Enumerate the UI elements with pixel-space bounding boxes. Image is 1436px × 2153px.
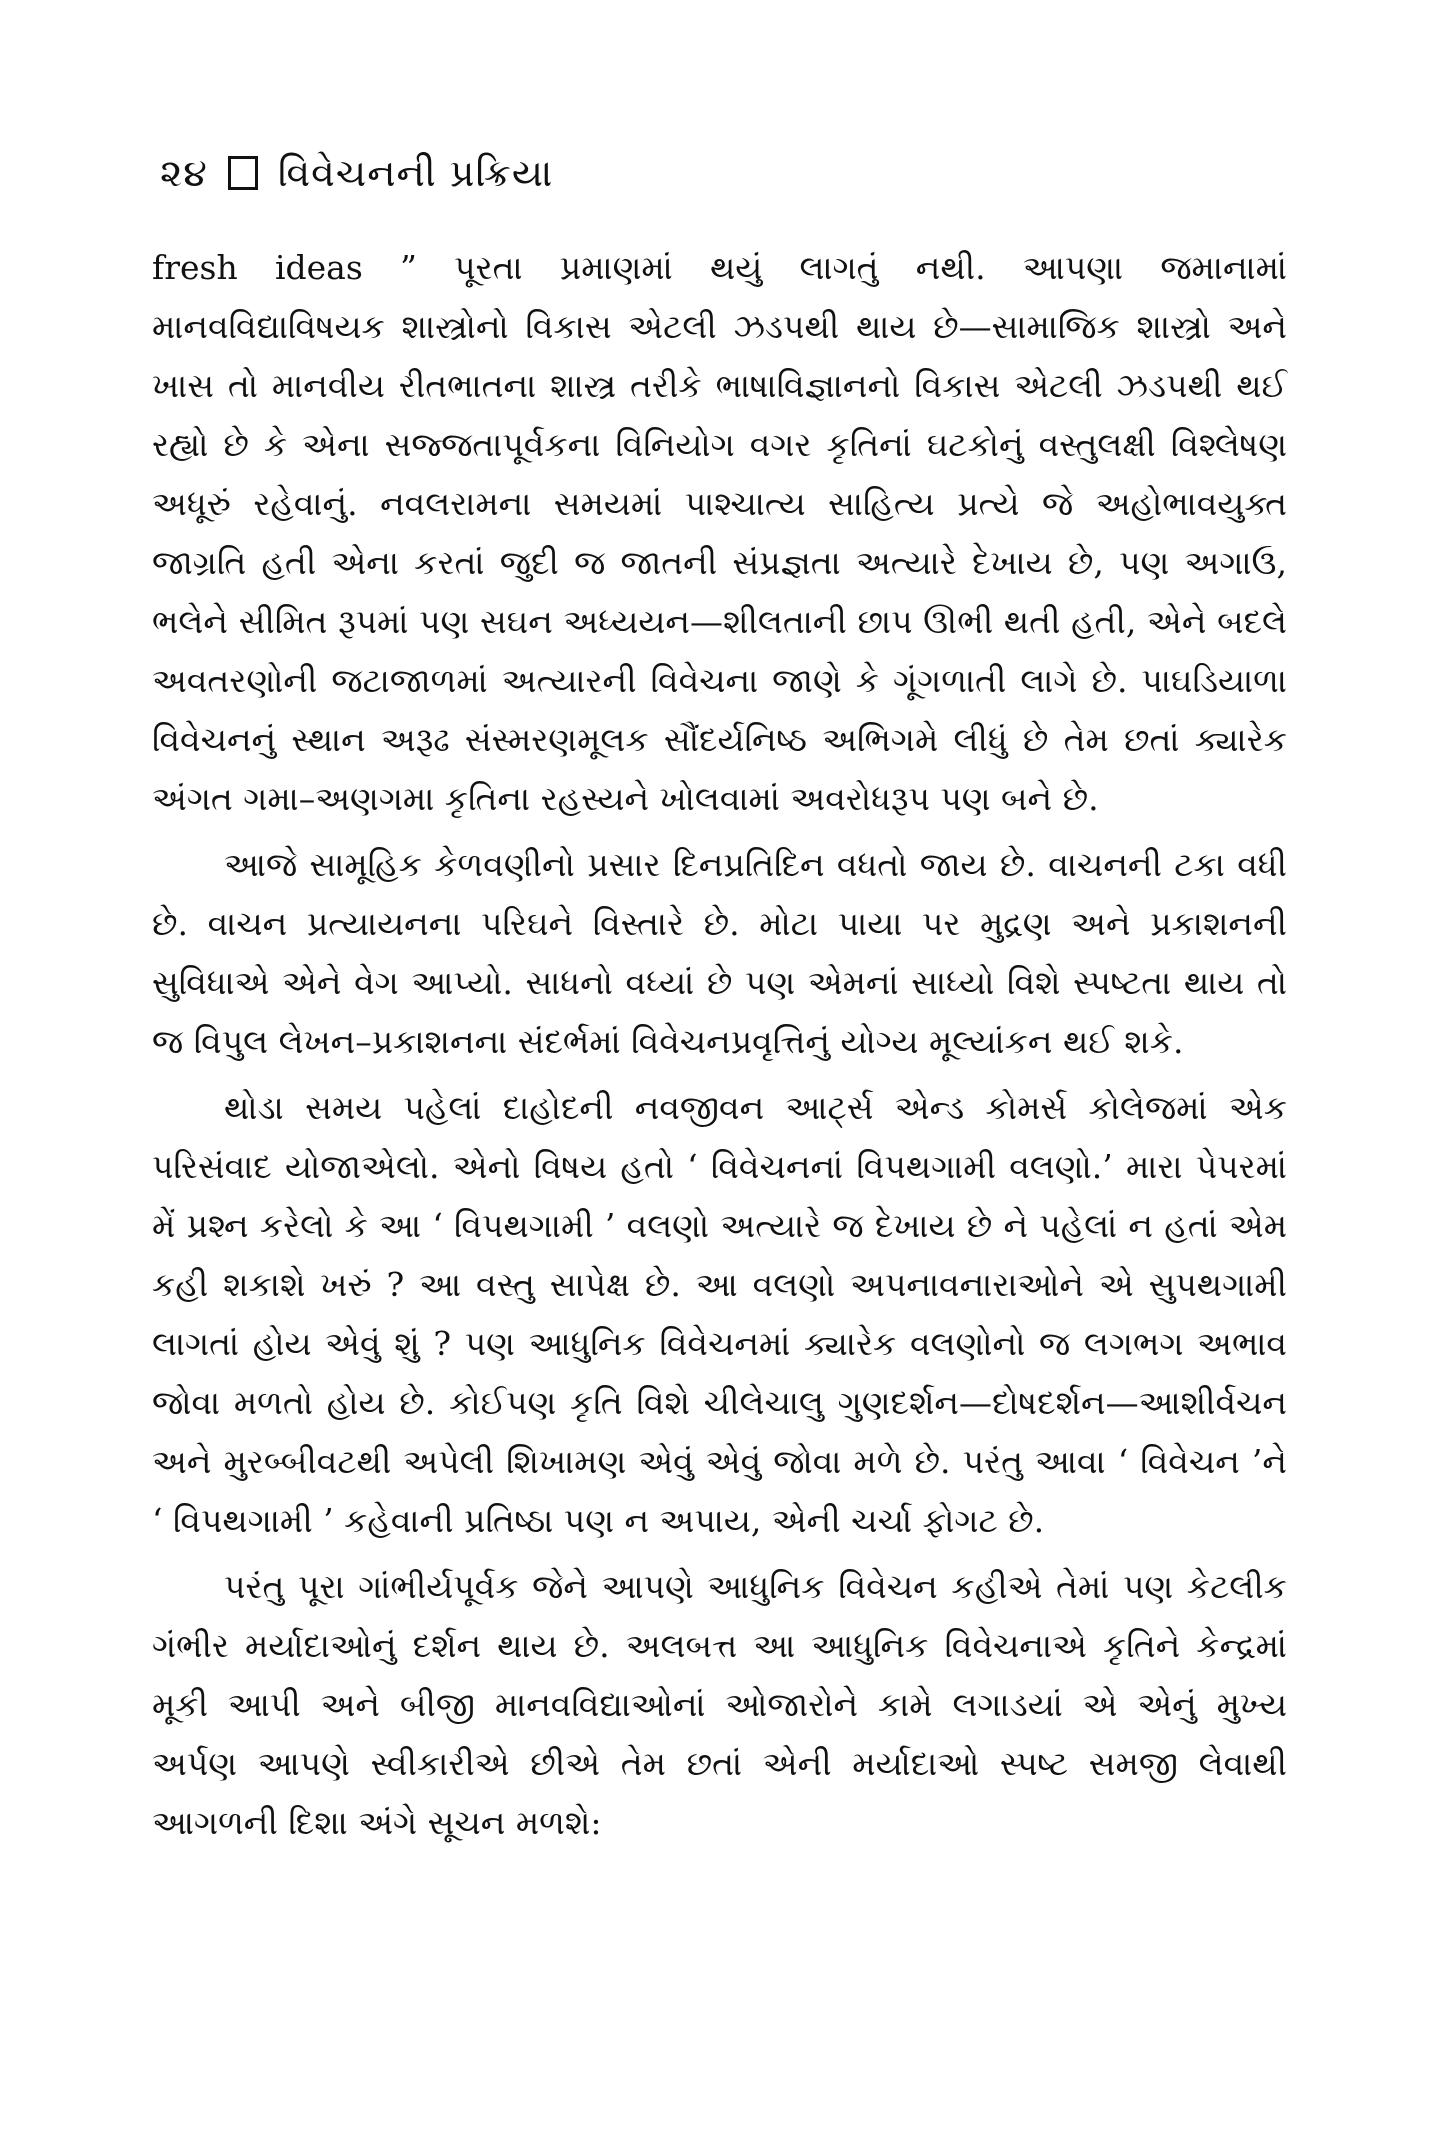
box-ornament-icon bbox=[228, 156, 258, 190]
paragraph-3: થોડા સમય પહેલાં દાહોદની નવજીવન આર્ટ્સ એન્ડ કોમર્સ કોલેજમાં એક પરિસંવાદ યોજાએલો. એનો વિષય હતો ‘ વિવેચનનાં વિપથગામી વલણો.’ મારા પેપરમાં મેં પ્રશ્ન કરેલો કે આ ‘ વિપથગામી ’ વલણો અત્યારે જ દેખાય છે ને પહેલાં ન હતાં એમ કહી શકાશે ખરું ? આ વસ્તુ સાપેક્ષ છે. આ વલણો અપનાવનારાઓને એ સુપથગામી લાગતાં હોય એવું શું ? પણ આધુનિક વિવેચનમાં ક્યારેક વલણોનો જ લગભગ અભાવ જોવા મળતો હોય છે. કોઈપણ કૃતિ વિશે ચીલેચાલુ ગુણદર્શન—દોષદર્શન—આશીર્વચન અને મુરબ્બીવટથી અપેલી શિખામણ એવું એવું જોવા મળે છે. પરંતુ આવા ‘ વિવેચન ’ને ‘ વિપથગામી ’ કહેવાની પ્રતિષ્ઠા પણ ન અપાય, એની ચર્ચા ફોગટ છે. bbox=[152, 1088, 1287, 1540]
body-text bbox=[152, 238, 1287, 1852]
running-head bbox=[160, 148, 553, 198]
paragraph-4: પરંતુ પૂરા ગાંભીર્યપૂર્વક જેને આપણે આધુનિક વિવેચન કહીએ તેમાં પણ કેટલીક ગંભીર મર્યાદાઓનું દર્શન થાય છે. અલબત્ત આ આધુનિક વિવેચનાએ કૃતિને કેન્દ્રમાં મૂકી આપી અને બીજી માનવવિદ્યાઓનાં ઓજારોને કામે લગાડયાં એ એનું મુખ્ય અર્પણ આપણે સ્વીકારીએ છીએ તેમ છતાં એની મર્યાદાઓ સ્પષ્ટ સમજી લેવાથી આગળની દિશા અંગે સૂચન મળશે: bbox=[152, 1567, 1287, 1842]
paragraph-1: fresh ideas ” પૂરતા પ્રમાણમાં થયું લાગતું નથી. આપણા જમાનામાં માનવવિદ્યાવિષયક શાસ્ત્રોનો વિકાસ એટલી ઝડપથી થાય છે—સામાજિક શાસ્ત્રો અને ખાસ તો માનવીય રીતભાતના શાસ્ત્ર તરીકે ભાષાવિજ્ઞાનનો વિકાસ એટલી ઝડપથી થઈ રહ્યો છે કે એના સજ્જતાપૂર્વકના વિનિયોગ વગર કૃતિનાં ઘટકોનું વસ્તુલક્ષી વિશ્લેષણ અધૂરું રહેવાનું. નવલરામના સમયમાં પાશ્ચાત્ય સાહિત્ય પ્રત્યે જે અહોભાવયુક્ત જાગ્રતિ હતી એના કરતાં જુદી જ જાતની સંપ્રજ્ઞતા અત્યારે દેખાય છે, પણ અગાઉ, ભલેને સીમિત રૂપમાં પણ સઘન અધ્યયન—શીલતાની છાપ ઊભી થતી હતી, એને બદલે અવતરણોની જટાજાળમાં અત્યારની વિવેચના જાણે કે ગૂંગળાતી લાગે છે. પાઘડિયાળા વિવેચનનું સ્થાન અરૂઢ સંસ્મરણમૂલક સૌંદર્યનિષ્ઠ અભિગમે લીધું છે તેમ છતાં ક્યારેક અંગત ગમા–અણગમા કૃતિના રહસ્યને ખોલવામાં અવરોધરૂપ પણ બને છે. bbox=[152, 248, 1287, 818]
page-number: ૨૪ bbox=[160, 151, 208, 195]
running-title: વિવેચનની પ્રક્રિયા bbox=[277, 151, 554, 195]
paragraph-2: આજે સામૂહિક કેળવણીનો પ્રસાર દિનપ્રતિદિન વધતો જાય છે. વાચનની ટકા વધી છે. વાચન પ્રત્યાયનના પરિઘને વિસ્તારે છે. મોટા પાયા પર મુદ્રણ અને પ્રકાશનની સુવિધાએ એને વેગ આપ્યો. સાધનો વધ્યાં છે પણ એમનાં સાધ્યો વિશે સ્પષ્ટતા થાય તો જ વિપુલ લેખન–પ્રકાશનના સંદર્ભમાં વિવેચનપ્રવૃત્તિનું યોગ્ય મૂલ્યાંકન થઈ શકે. bbox=[152, 845, 1287, 1061]
